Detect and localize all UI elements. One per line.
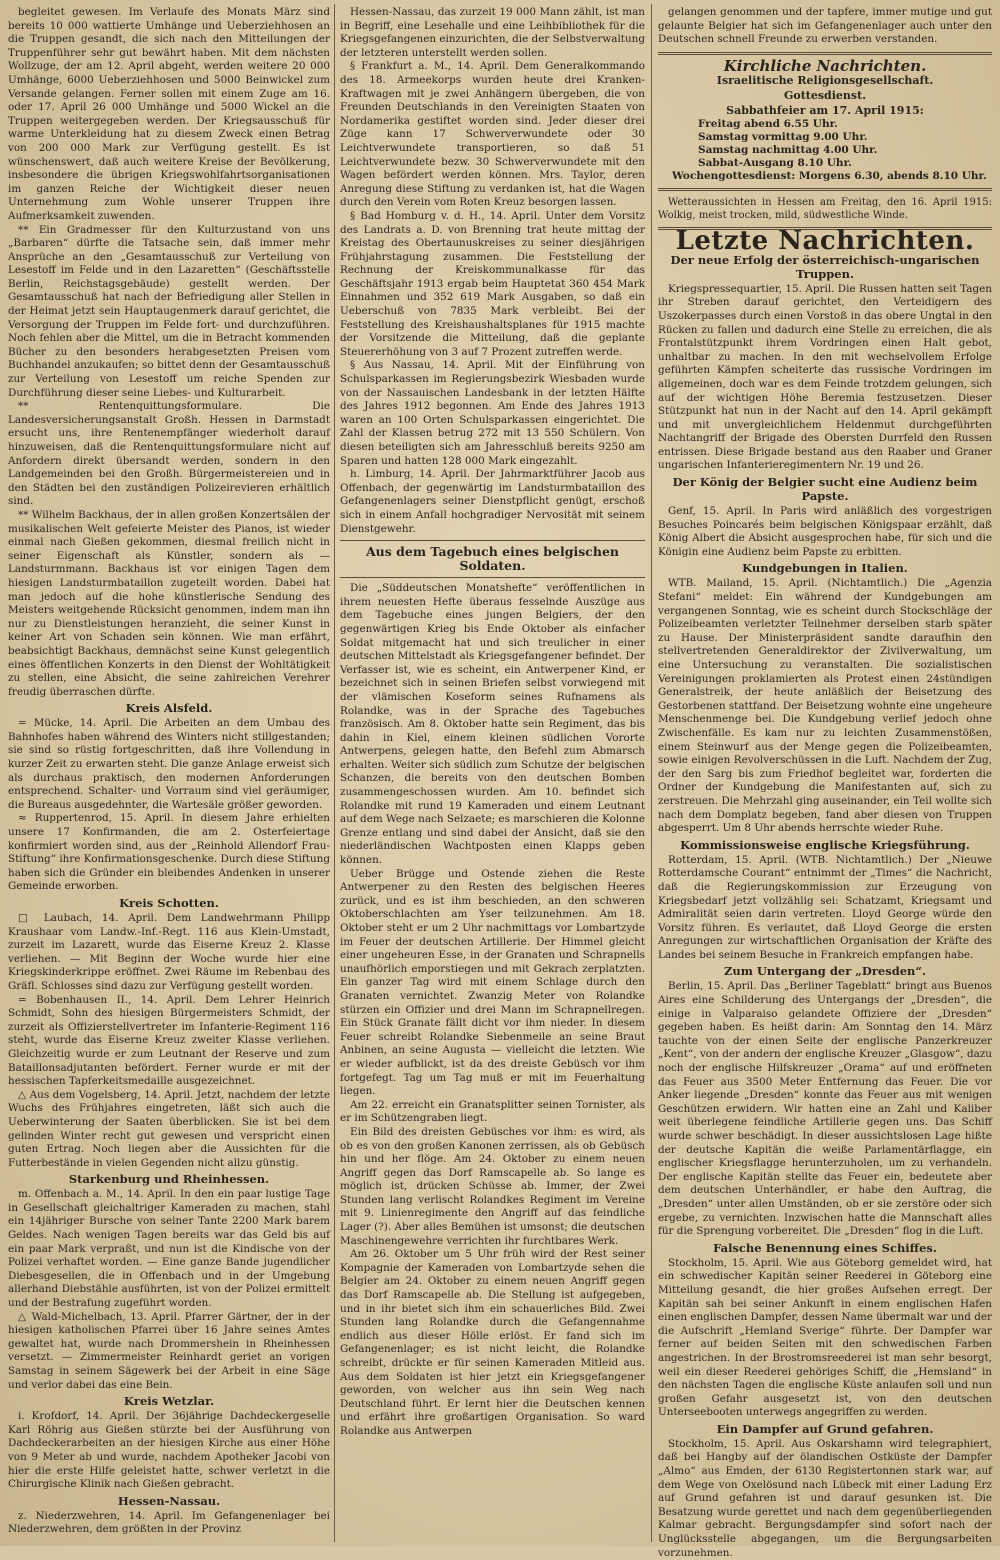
column-1	[8, 6, 330, 1540]
section-heading: Zum Untergang der „Dresden“.	[723, 964, 927, 979]
article-paragraph: = Bobenhausen II., 14. April. Dem Lehrer Heinrich Schmidt, Sohn des hiesigen Bürgermeisters Schmidt, der zurzeit als Offizierstellvertreter im Infanterie-Regiment 116 steht, wurde das Eiserne Kreuz zweiter Klasse verliehen. Gleichzeitig wurde er zum Leutnant der Reserve und zum Bataillonsadjutanten befördert. Ferner wurde er mit der hessischen Tapferkeitsmedaille ausgezeichnet.	[8, 993, 330, 1088]
service-time: Wochengottesdienst: Morgens 6.30, abends 8.10 Uhr.	[672, 170, 987, 183]
article-paragraph: Ueber Brügge und Ostende ziehen die Reste Antwerpener zu den Resten des belgischen Heeres zurück, und es ist ihm beschieden, an den schweren Oktoberschlachten am Yser teilzunehmen. Am 18. Oktober steht er um 2 Uhr nachmittags vor Lombartzyde im Feuer der deutschen Artillerie. Der Himmel gleicht einer ungeheuren Esse, in der Granaten und Schrapnells unaufhörlich emporstiegen und mit Gekrach zerplatzten. Ein ganzer Tag wird mit einem Schlage durch den Granaten vernichtet. Zwanzig Meter von Rolandke stürzen ein Offizier und drei Mann im Schrapnellregen. Ein Stück Granate fällt dicht vor ihm nieder. In diesem Feuer schreibt Rolandke Siebenmeile an seine Braut Anbinen, an seine Augusta — vielleicht die letzten. Wie er wieder aufblickt, ist da des dreiste Gebüsch vor ihm fortgefegt. Tag um Tag muß er mit im Feuerhaltung liegen.	[340, 867, 645, 1098]
article-paragraph: △ Wald-Michelbach, 13. April. Pfarrer Gärtner, der in der hiesigen katholischen Pfarrei über 16 Jahre seines Amtes gewaltet hat, wurde nach Drommershein in Rheinhessen versetzt. — Zimmermeister Reinhardt geriet an vorigen Samstag in seinem Sägewerk bei der Arbeit in eine Säge und verlor dabei das eine Bein.	[8, 1310, 330, 1391]
service-time: Freitag abend 6.55 Uhr.	[698, 118, 838, 131]
section-heading: Kreis Wetzlar.	[123, 1394, 215, 1409]
article-paragraph: § Frankfurt a. M., 14. April. Dem Generalkommando des 18. Armeekorps wurden heute drei Kranken-Kraftwagen mit je zwei Anhängern übergeben, die von Freunden Deutschlands in den Vereinigten Staaten von Nordamerika gestiftet worden sind. Jeder dieser drei Züge kann 17 Schwerverwundete oder 30 Leichtverwundete transportieren, so daß 51 Leichtverwundete bezw. 30 Schwerverwundete mit den Wagen befördert werden können. Mrs. Taylor, deren Anregung diese Stiftung zu verdanken ist, hat die Wagen durch den Verein vom Roten Kreuz besorgen lassen.	[340, 60, 645, 209]
article-paragraph: Ein Bild des dreisten Gebüsches vor ihm: es wird, als ob es von den großen Kanonen zerrissen, als ob Gebüsch hin und her flöge. Am 24. Oktober zu einem neuen Angriff gegen das Dorf Ramscapelle ab. So lange es möglich ist, drücken Schüsse ab. Immer, der Zwei Stunden lang verlischt Rolandkes Regiment im Vereine mit 9. Linienregimente den Angriff auf das feindliche Lager (?). Aber alles Bemühen ist umsonst; die deutschen Maschinengewehre verrichten ihr furchtbares Werk.	[340, 1125, 645, 1247]
section-heading: Starkenburg und Rheinhessen.	[68, 1172, 270, 1187]
latest-news-heading: Letzte Nachrichten.	[675, 226, 975, 257]
section-heading: Der neue Erfolg der österreichisch-ungarischen Truppen.	[670, 252, 980, 281]
divider	[658, 52, 992, 55]
article-paragraph: Stockholm, 15. April. Wie aus Göteborg gemeldet wird, hat ein schwedischer Kapitän seiner Reederei in Göteborg eine Mitteilung gesandt, die hier großes Aufsehen erregt. Der Kapitän sah bei seiner Ankunft in einem englischen Hafen einen englischen Dampfer, dessen Name übermalt war und der die Aufschrift „Hemland Sverige“ führte. Der Dampfer war ferner auf beiden Seiten mit den schwedischen Farben angestrichen. In der Brostromsreederei ist man sehr besorgt, weil ein dieser Reederei gehöriges Schiff, die „Hemsland“ in den nächsten Tagen die englische Küste anlaufen soll und nun großen Gefahr ausgesetzt ist, von den deutschen Unterseebooten unterwegs angegriffen zu werden.	[658, 1256, 992, 1419]
article-paragraph: § Aus Nassau, 14. April. Mit der Einführung von Schulsparkassen im Regierungsbezirk Wiesbaden wurde von der Nassauischen Landesbank in der letzten Hälfte des Jahres 1912 begonnen. Am Ende des Jahres 1913 waren an 100 Orten Schulsparkassen eingerichtet. Die Zahl der Klassen betrug 272 mit 13 550 Schülern. Von diesen beteiligten sich am Jahresschluß bereits 9250 am Sparen und hatten 128 000 Mark eingezahlt.	[340, 359, 645, 467]
column-rule	[334, 4, 335, 1542]
section-heading: Falsche Benennung eines Schiffes.	[713, 1240, 937, 1255]
church-news-heading: Kirchliche Nachrichten.	[723, 56, 927, 75]
section-heading: Kundgebungen in Italien.	[742, 561, 908, 576]
article-paragraph: △ Aus dem Vogelsberg, 14. April. Jetzt, nachdem der letzte Wuchs des Frühjahres eingetreten, läßt sich auch die Ueberwinterung der Saaten überblicken. Sie ist bei dem gelinden Winter recht gut gewesen und verspricht einen guten Ertrag. Noch liegen aber die Aussichten für die Futterbestände in vielen Gegenden nicht allzu günstig.	[8, 1088, 330, 1169]
divider	[658, 188, 992, 191]
section-heading: Kommissionsweise englische Kriegsführung.	[680, 837, 970, 852]
service-time: Samstag nachmittag 4.00 Uhr.	[698, 144, 878, 157]
article-paragraph: ** Rentenquittungsformulare. Die Landesversicherungsanstalt Großh. Hessen in Darmstadt ersucht uns, ihre Rentenempfänger wiederholt darauf hinzuweisen, daß die Rentenquittungsformulare nicht auf Anfordern direkt übersandt werden, sondern in den Landgemeinden bei den Großh. Bürgermeistereien und in den Städten bei den zuständigen Polizeirevieren erhältlich sind.	[8, 400, 330, 508]
article-paragraph: □ Laubach, 14. April. Dem Landwehrmann Philipp Kraushaar vom Landw.-Inf.-Regt. 116 aus Klein-Umstadt, zurzeit im Lazarett, wurde das Eiserne Kreuz 2. Klasse verliehen. — Mit Beginn der Woche wurde hier eine Kriegskinderkrippe eröffnet. Zwei Räume im Rebenbau des Gräfl. Schlosses sind dazu zur Verfügung gestellt worden.	[8, 912, 330, 992]
sabbath-date: Sabbathfeier am 17. April 1915:	[726, 103, 924, 117]
article-paragraph: z. Niederzwehren, 14. April. Im Gefangenenlager bei Niederzwehren, dem größten in der Provinz	[8, 1509, 330, 1536]
section-heading: Hessen-Nassau.	[117, 1493, 221, 1508]
section-heading: Ein Dampfer auf Grund gefahren.	[716, 1421, 934, 1436]
article-paragraph: Am 26. Oktober um 5 Uhr früh wird der Rest seiner Kompagnie der Kameraden von Lombartzyde sehen die Belgier am 24. Oktober zu einem neuen Angriff gegen das Dorf Ramscapelle ab. Die Stellung ist aufgegeben, und in ihr bietet sich ihm ein schauerliches Bild. Zwei Stunden lang Rolandke durch die Gefangennahme endlich aus dieser Hölle erlöst. Er fand sich im Gefangenenlager; es ist nicht leicht, die Rolandke schreibt, drückte er für seinen Kameraden Mitleid aus. Aus dem Soldaten ist hier jetzt ein Kriegsgefangener geworden, von welcher aus ihn sein Weg nach Deutschland führt. Er lernt hier die Deutschen kennen und erfährt ihre großartigen Organisation. So ward Rolandke aus Antwerpen	[340, 1248, 645, 1437]
service-time: Samstag vormittag 9.00 Uhr.	[698, 131, 868, 144]
article-paragraph: m. Offenbach a. M., 14. April. In den ein paar lustige Tage in Gesellschaft gleichaltriger Kameraden zu machen, stahl ein 14jähriger Bursche von seiner Tante 2200 Mark barem Geldes. Nach wenigen Tagen bereits war das Geld bis auf ein paar Mark verpraßt, und nun ist die Kindische von der Polizei verhaftet worden. — Eine ganze Bande jugendlicher Diebesgesellen, die in Offenbach und in der Umgebung allerhand Diebstähle ausführten, ist von der Polizei ermittelt und der Bestrafung zugeführt worden.	[8, 1188, 330, 1310]
congregation-name: Israelitische Religionsgesellschaft.	[716, 74, 934, 88]
article-paragraph: ≈ Ruppertenrod, 15. April. In diesem Jahre erhielten unsere 17 Konfirmanden, die am 2. Osterfeiertage konfirmiert worden sind, aus der „Reinhold Allendorf Frau-Stiftung“ ihre Konfirmationsgeschenke. Durch diese Stiftung haben sich die Gründer ein bleibendes Andenken in unserer Gemeinde erworben.	[8, 812, 330, 893]
column-3	[658, 6, 992, 1559]
article-paragraph: Stockholm, 15. April. Aus Oskarshamn wird telegraphiert, daß bei Hangby auf der ölandischen Ostküste der Dampfer „Almo“ aus Emden, der 6130 Registertonnen stark war, auf dem Wege von Oxelösund nach Lübeck mit einer Ladung Erz auf Grund gefahren ist und darauf gesunken ist. Die Besatzung wurde gerettet und nach dem gegenüberliegenden Kalmar gebracht. Bergungsdampfer sind sofort nach der Unglücksstelle abgegangen, um die Bergungsarbeiten vorzunehmen.	[658, 1437, 992, 1559]
service-time: Sabbat-Ausgang 8.10 Uhr.	[698, 157, 852, 170]
divider	[340, 540, 645, 541]
article-paragraph: ** Wilhelm Backhaus, der in allen großen Konzertsälen der musikalischen Welt gefeierte Meister des Pianos, ist wieder einmal nach Gießen gekommen, diesmal freilich nicht in seiner Eigenschaft als Künstler, sondern als — Landsturmmann. Backhaus ist vor einigen Tagen dem hiesigen Landsturmbataillon zugeteilt worden. Dabei hat man jedoch auf die hohe künstlerische Sendung des Meisters weitgehende Rücksicht genommen, indem man ihn nur zu Dienstleistungen heranzieht, die seiner Kunst in keiner Art von Schaden sein können. Wie man erfährt, beabsichtigt Backhaus, demnächst seine Kunst gelegentlich eines öffentlichen Konzerts in den Dienst der Wohltätigkeit zu stellen, eine Absicht, die seine zahlreichen Verehrer freudig überraschen dürfte.	[8, 508, 330, 698]
column-rule	[651, 4, 652, 1542]
service-times	[658, 118, 992, 183]
article-headline: Aus dem Tagebuch eines belgischen Soldaten.	[365, 544, 620, 574]
divider	[340, 577, 645, 578]
article-paragraph: Kriegspressequartier, 15. April. Die Russen hatten seit Tagen ihr Streben darauf gerichtet, den Verteidigern des Uszokerpasses durch einen Vorstoß in das obere Ungtal in den Rücken zu fallen und dadurch eine Stelle zu erreichen, die als Frontalstützpunkt ihrem Vordringen einen Halt gebot, unhaltbar zu machen. In den mit wechselvollem Erfolge geführten Kämpfen scheiterte das russische Vordringen im allgemeinen, doch war es dem Feinde trotzdem gelungen, sich auf der wichtigen Höhe Beremia festzusetzen. Dieser Stützpunkt hat nun in der Nacht auf den 14. April gekämpft und mit unvergleichlichem Heldenmut durchgeführten Nachtangriff der Brigade des Obersten Durrfeld den Russen entrissen. Diese Brigade bestand aus den Raaber und Graner ungarischen Infanterieregimentern Nr. 19 und 26.	[658, 282, 992, 472]
article-paragraph: Am 22. erreicht ein Granatsplitter seinen Tornister, als er im Schützengraben liegt.	[340, 1098, 645, 1125]
article-paragraph: i. Krofdorf, 14. April. Der 36jährige Dachdeckergeselle Karl Röhrig aus Gießen stürzte bei der Ausführung von Dachdeckerarbeiten an der hiesigen Kirche aus einer Höhe von 9 Meter ab und wurde, nachdem Apotheker Jacobi von hier die erste Hilfe geleistet hatte, schwer verletzt in die Chirurgische Klinik nach Gießen gebracht.	[8, 1410, 330, 1491]
service-label: Gottesdienst.	[783, 88, 867, 102]
article-paragraph: Die „Süddeutschen Monatshefte“ veröffentlichen in ihrem neuesten Hefte überaus fesselnde Auszüge aus dem Tagebuche eines jungen Belgiers, der den gegenwärtigen Krieg bis Ende Oktober als einfacher Soldat mitgemacht hat und sich treulicher in einer deutschen Mittelstadt als Kriegsgefangener befindet. Der Verfasser ist, wie es scheint, ein Antwerpener Kind, er bezeichnet sich in seinen Briefen selbst vorwiegend mit der vlämischen Koseform seines Rufnamens als Rolandke, was in der Sprache des Tagebuches französisch. Am 8. Oktober hatte sein Regiment, das bis dahin in Kiel, einem kleinen südlichen Vororte Antwerpens, gelegen hatte, den Befehl zum Abmarsch erhalten. Weiter sich südlich zum Schutze der belgischen Schanzen, die bereits von den deutschen Bomben zusammengeschossen wurden. Am 10. befindet sich Rolandke mit rund 19 Kameraden und einem Leutnant auf dem Wege nach Selzaete; es marschieren die Kolonne Grenze entlang und sind dabei der Ansicht, daß sie den niederländischen Wachtposten einen Klapps geben können.	[340, 582, 645, 867]
section-heading: Kreis Schotten.	[119, 896, 219, 910]
section-heading: Kreis Alsfeld.	[125, 701, 213, 716]
article-paragraph: h. Limburg, 14. April. Der Jahrmarktführer Jacob aus Offenbach, der gegenwärtig im Landsturmbataillon des Gefangenenlagers seiner Dienstpflicht genügt, erschoß sich in einem Anfall hochgradiger Nervosität mit seinem Dienstgewehr.	[340, 468, 645, 535]
article-paragraph: § Bad Homburg v. d. H., 14. April. Unter dem Vorsitz des Landrats a. D. von Brenning trat heute mittag der Kreistag des Obertaunuskreises zu seiner diesjährigen Frühjahrstagung zusammen. Die Feststellung der Rechnung der Kreiskommunalkasse für das Geschäftsjahr 1913 ergab beim Hauptetat 360 454 Mark Einnahmen und 352 619 Mark Ausgaben, so daß ein Ueberschuß von 7835 Mark verbleibt. Bei der Feststellung des Kreishaushaltsplanes für 1915 machte der Vorsitzende die Mitteilung, daß die geplante Steuererhöhung von 3 auf 7 Prozent zutreffen werde.	[340, 209, 645, 358]
article-paragraph: Hessen-Nassau, das zurzeit 19 000 Mann zählt, ist man in Begriff, eine Lesehalle und eine Leihbibliothek für die Kriegsgefangenen einzurichten, die der Selbstverwaltung der letzteren unterstellt werden sollen.	[340, 6, 645, 59]
article-paragraph: Rotterdam, 15. April. (WTB. Nichtamtlich.) Der „Nieuwe Rotterdamsche Courant“ entnimmt der „Times“ die Nachricht, daß die Regierungskommission zur Erzeugung von Kriegsbedarf jetzt vollzählig sei: Schatzamt, Kriegsamt und Admiralität seien darin vertreten. Lloyd George würde den Vorsitz führen. Es verlautet, daß Lloyd George die ersten Anregungen zur wirtschaftlichen Organisation der Kräfte des Landes bei seinem Besuche in Frankreich empfangen habe.	[658, 853, 992, 961]
article-paragraph: WTB. Mailand, 15. April. (Nichtamtlich.) Die „Agenzia Stefani“ meldet: Ein während der Kundgebungen am vergangenen Sonntag, wie es scheint durch Stockschläge der Polizeibeamten verletzter Teilnehmer derselben starb später zu Hause. Der Ministerpräsident sandte daraufhin den stellvertretenden Generaldirektor der Zivilverwaltung, um eine Untersuchung zu veranstalten. Die sozialistischen Vereinigungen proklamierten als Protest einen 24stündigen Generalstreik, der heute anläßlich der Beisetzung des Gestorbenen stattfand. Der Beisetzung wohnte eine ungeheure Menschenmenge bei. Die Kundgebung verlief jedoch ohne Zwischenfälle. Es kam nur zu leichten Zusammenstößen, einem Steinwurf aus der Menge gegen die Polizeibeamten, sowie einigen Revolverschüssen in die Luft. Nachdem der Zug, der den Sarg bis zum Friedhof begleitet war, forderten die Ordner der Kundgebung die Manifestanten auf, sich zu zerstreuen. Die Mehrzahl ging auseinander, ein Teil wollte sich nach dem Domplatz begeben, fand aber diesen von Truppen abgesperrt. Um 8 Uhr abends herrschte wieder Ruhe.	[658, 577, 992, 835]
article-paragraph: Berlin, 15. April. Das „Berliner Tageblatt“ bringt aus Buenos Aires eine Schilderung des Untergangs der „Dresden“, die einige in Valparaiso gelandete Offiziere der „Dresden“ gegeben haben. Es heißt darin: Am Sonntag den 14. März tauchte von der einen Seite der englische Panzerkreuzer „Kent“, von der andern der englische Kreuzer „Glasgow“, dazu noch der englische Hilfskreuzer „Orama“ auf und eröffneten das Feuer aus 3500 Meter Entfernung das Feuer. Die vor Anker liegende „Dresden“ konnte das Feuer aus mit wenigen Geschützen erwidern. Wir hatten eine an Zahl und Kaliber weit überlegene feindliche Artillerie gegen uns. Das Schiff wurde schwer beschädigt. In dieser aussichtslosen Lage hißte der deutsche Kapitän die weiße Parlamentärflagge, ein englischer Kriegsflagge herunterzuholen, um zu verhandeln. Der englische Kapitän stellte das Feuer ein, bedeutete aber dem deutschen Unterhändler, er habe den Auftrag, die „Dresden“ unter allen Umständen, ob er sie zerstöre oder sich ergebe, zu vernichten. Inzwischen hatte die Mannschaft alles für die Sprengung vorbereitet. Die „Dresden“ flog in die Luft.	[658, 980, 992, 1238]
section-heading: Der König der Belgier sucht eine Audienz beim Papste.	[672, 475, 978, 504]
column-2	[340, 6, 645, 1540]
article-paragraph: = Mücke, 14. April. Die Arbeiten an dem Umbau des Bahnhofes haben während des Winters nicht stillgestanden; sie sind so rüstig fortgeschritten, daß ihre Vollendung in kurzer Zeit zu erwarten steht. Die ganze Anlage erweist sich als durchaus praktisch, den modernen Anforderungen entsprechend. Schalter- und Vorraum sind viel geräumiger, die Bureaus ausgedehnter, die Wartesäle größer geworden.	[8, 717, 330, 811]
article-paragraph: begleitet gewesen. Im Verlaufe des Monats März sind bereits 10 000 wattierte Umhänge und Ueberziehhosen an die Truppen gesandt, die sich nach den Mitteilungen der Truppenführer sehr gut bewährt haben. Mit dem nächsten Wollzuge, der am 12. April abgeht, werden weitere 20 000 Umhänge, 6000 Ueberziehhosen und 5000 Beinwickel zum Versande gelangen. Ferner sollen mit einem Zuge am 16. oder 17. April 26 000 Umhänge und 5000 Wickel an die Truppen weitergegeben werden. Der Kriegsausschuß für warme Unterkleidung hat zu diesem Zweck einen Betrag von 200 000 Mark zur Verfügung gestellt. Es ist wünschenswert, daß auch weitere Kreise der Bevölkerung, insbesondere die übrigen Kriegswohlfahrtsorganisationen im ganzen Reiche der Wichtigkeit dieser neuen Unternehmung zum Wohle unserer Truppen ihre Aufmerksamkeit zuwenden.	[8, 6, 330, 222]
article-paragraph: ** Ein Gradmesser für den Kulturzustand von uns „Barbaren“ dürfte die Tatsache sein, daß immer mehr Ansprüche an den „Gesamtausschuß zur Verteilung von Lesestoff im Felde und in den Lazaretten“ (Geschäftsstelle Berlin, Reichstagsgebäude) gestellt werden. Der Gesamtausschuß hat nach der Befriedigung aller Stellen in der Heimat jetzt sein Hauptaugenmerk darauf gerichtet, die Versorgung der Truppen im Felde fort- und durchzuführen. Noch fehlen aber die Mittel, um die in Betracht kommenden Bücher zu den besonders herabgesetzten Preisen vom Buchhandel anzukaufen; so bittet denn der Gesamtausschuß zur Verteilung von Lesestoff um reiche Spenden zur Durchführung dieser seine Liebes- und Kulturarbeit.	[8, 223, 330, 399]
article-paragraph: gelangen genommen und der tapfere, immer mutige und gut gelaunte Belgier hat sich im Gefangenenlager auch unter den Deutschen schnell Freunde zu erwerben verstanden.	[658, 6, 992, 46]
article-paragraph: Genf, 15. April. In Paris wird anläßlich des vorgestrigen Besuches Poincarés beim belgischen Königspaar erzählt, daß König Albert die Absicht ausgesprochen habe, für sich und die Königin eine Audienz beim Papste zu erbitten.	[658, 505, 992, 558]
weather-forecast: Wetteraussichten in Hessen am Freitag, den 16. April 1915: Wolkig, meist trocken, mild, südwestliche Winde.	[658, 197, 992, 222]
